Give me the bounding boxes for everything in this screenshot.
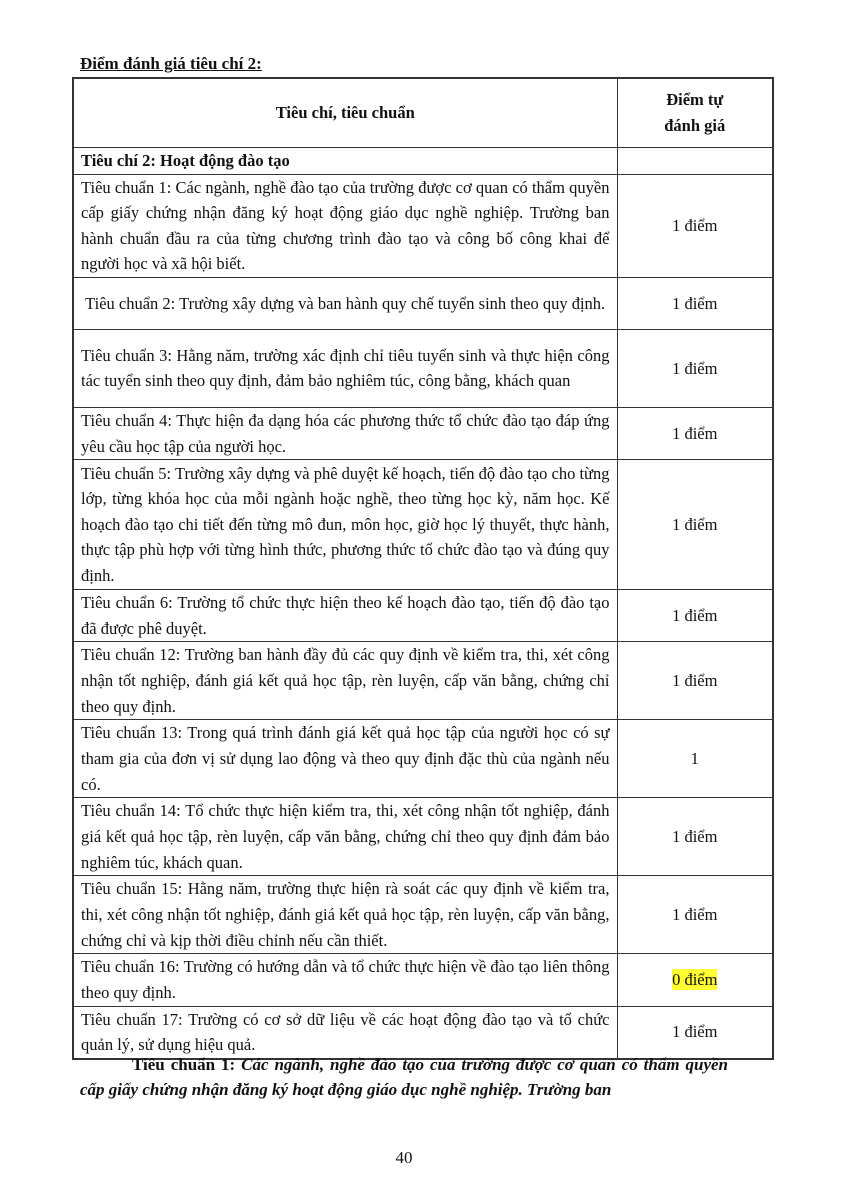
standard-score: 1 điểm — [617, 876, 773, 954]
table-row — [73, 876, 773, 954]
standard-score: 1 điểm — [617, 460, 773, 590]
table-row — [73, 642, 773, 720]
table-row — [73, 798, 773, 876]
standard-text: Tiêu chuẩn 15: Hằng năm, trường thực hiện rà soát các quy định về kiểm tra, thi, xét công nhận tốt nghiệp, đánh giá kết quả học tập, rèn luyện, cấp văn bằng, chứng chỉ và kịp thời điều chỉnh nếu cần thiết. — [73, 876, 617, 954]
header-criteria: Tiêu chí, tiêu chuẩn — [73, 78, 617, 148]
standard-text: Tiêu chuẩn 5: Trường xây dựng và phê duyệt kế hoạch, tiến độ đào tạo cho từng lớp, từng khóa học của mỗi ngành hoặc nghề, theo từng học kỳ, năm học. Kế hoạch đào tạo chi tiết đến từng mô đun, môn học, giờ học lý thuyết, thực hành, thực tập phù hợp với từng hình thức, phương thức tổ chức đào tạo và đúng quy định. — [73, 460, 617, 590]
criterion-section-row — [73, 148, 773, 175]
header-self-score-line1: Điểm tự — [666, 90, 724, 110]
standard-text: Tiêu chuẩn 12: Trường ban hành đầy đủ các quy định về kiểm tra, thi, xét công nhận tốt nghiệp, đánh giá kết quả học tập, rèn luyện, cấp văn bằng, chứng chỉ theo quy định. — [73, 642, 617, 720]
standard-score: 1 điểm — [617, 642, 773, 720]
highlighted-score: 0 điểm — [672, 970, 718, 990]
standard-text: Tiêu chuẩn 17: Trường có cơ sở dữ liệu về các hoạt động đào tạo và tổ chức quản lý, sử dụng hiệu quả. — [73, 1006, 617, 1059]
table-header-row — [73, 78, 773, 148]
table-row — [73, 174, 773, 277]
standard-text: Tiêu chuẩn 13: Trong quá trình đánh giá kết quả học tập của người học có sự tham gia của đơn vị sử dụng lao động và theo quy định đặc thù của ngành nếu có. — [73, 720, 617, 798]
paragraph-body: Các ngành, nghề đào tạo của trường được cơ quan có thẩm quyền cấp giấy chứng nhận đăng ký hoạt động giáo dục nghề nghiệp. Trường ban — [80, 1055, 729, 1099]
standard-score: 1 điểm — [617, 329, 773, 407]
standard-text: Tiêu chuẩn 16: Trường có hướng dẫn và tổ chức thực hiện về đào tạo liên thông theo quy định. — [73, 954, 617, 1006]
paragraph-lead: Tiêu chuẩn 1: — [132, 1055, 236, 1074]
standard-score — [617, 954, 773, 1006]
criterion-section-title: Tiêu chí 2: Hoạt động đào tạo — [73, 148, 617, 175]
standard-1-paragraph — [80, 1052, 728, 1102]
table-row — [73, 1006, 773, 1059]
table-row — [73, 954, 773, 1006]
section-heading: Điểm đánh giá tiêu chí 2: — [80, 54, 262, 73]
standard-score: 1 điểm — [617, 590, 773, 642]
table-row — [73, 460, 773, 590]
table-row — [73, 407, 773, 459]
table-row — [73, 329, 773, 407]
standard-text: Tiêu chuẩn 6: Trường tổ chức thực hiện theo kế hoạch đào tạo, tiến độ đào tạo đã được phê duyệt. — [73, 590, 617, 642]
standard-text: Tiêu chuẩn 4: Thực hiện đa dạng hóa các phương thức tổ chức đào tạo đáp ứng yêu cầu học tập của người học. — [73, 407, 617, 459]
page-number: 40 — [395, 1148, 413, 1167]
standard-score: 1 điểm — [617, 277, 773, 329]
header-self-score — [617, 78, 773, 148]
standard-text: Tiêu chuẩn 1: Các ngành, nghề đào tạo của trường được cơ quan có thẩm quyền cấp giấy chứng nhận đăng ký hoạt động giáo dục nghề nghiệp. Trường ban hành chuẩn đầu ra của từng chương trình đào tạo và công bố công khai để người học và xã hội biết. — [73, 174, 617, 277]
table-row — [73, 590, 773, 642]
standard-score: 1 điểm — [617, 798, 773, 876]
standard-score: 1 điểm — [617, 174, 773, 277]
criteria-score-table — [72, 77, 774, 1060]
standard-score: 1 điểm — [617, 1006, 773, 1059]
standard-text: Tiêu chuẩn 2: Trường xây dựng và ban hành quy chế tuyển sinh theo quy định. — [73, 277, 617, 329]
header-self-score-line2: đánh giá — [664, 116, 726, 135]
standard-score: 1 điểm — [617, 407, 773, 459]
table-row — [73, 720, 773, 798]
standard-text: Tiêu chuẩn 14: Tổ chức thực hiện kiểm tra, thi, xét công nhận tốt nghiệp, đánh giá kết quả học tập, rèn luyện, cấp văn bằng, chứng chỉ theo quy định đảm bảo nghiêm túc, khách quan. — [73, 798, 617, 876]
table-row — [73, 277, 773, 329]
standard-score: 1 — [617, 720, 773, 798]
standard-text: Tiêu chuẩn 3: Hằng năm, trường xác định chỉ tiêu tuyển sinh và thực hiện công tác tuyển sinh theo quy định, đảm bảo nghiêm túc, công bằng, khách quan — [73, 329, 617, 407]
criterion-section-score — [617, 148, 773, 175]
